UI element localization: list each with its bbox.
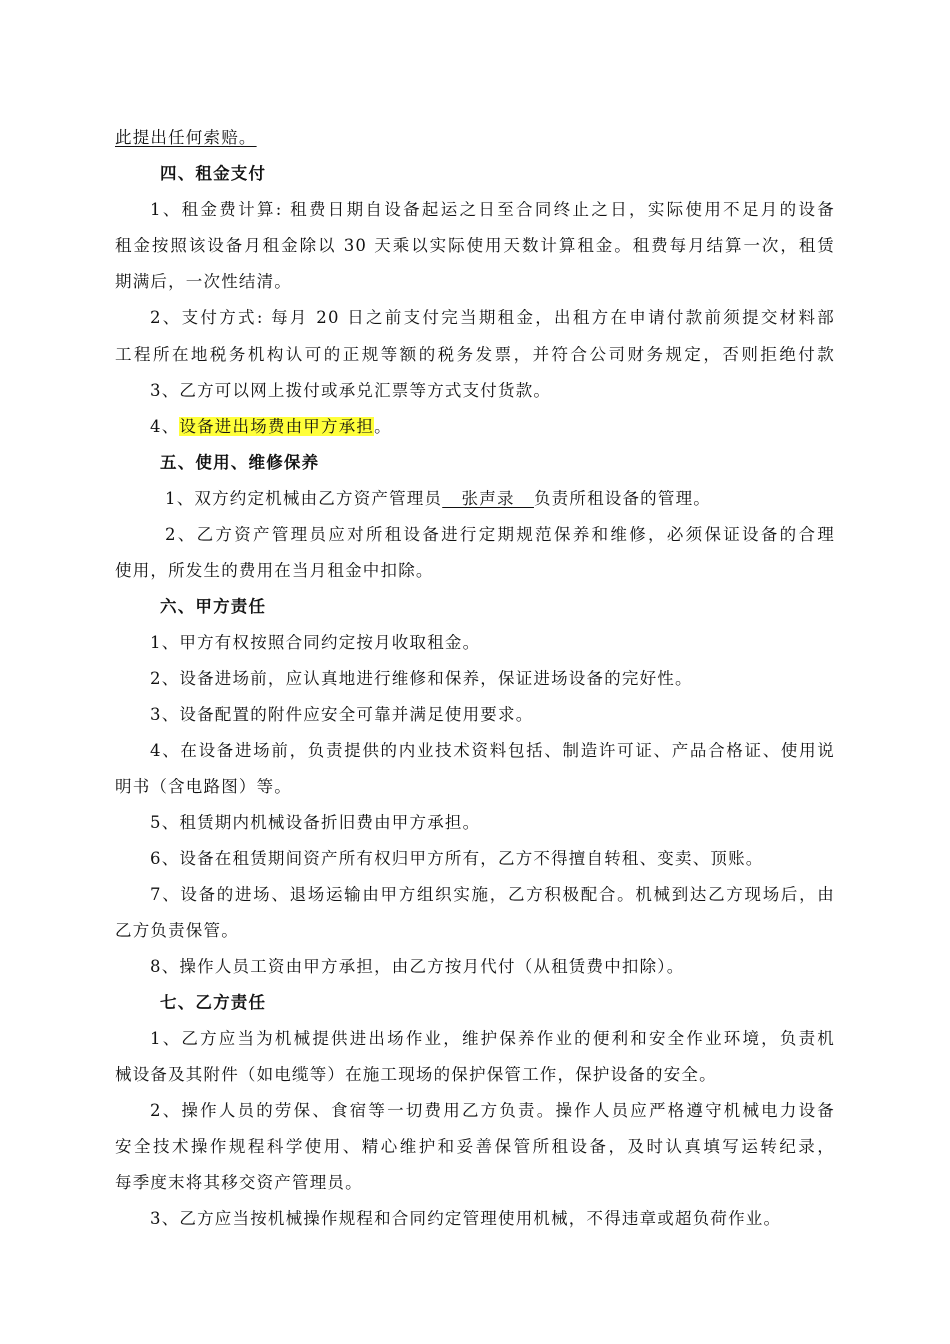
continuation-line: 此提出任何索赔。	[115, 128, 257, 147]
period: 。	[374, 417, 392, 436]
paragraph-line: 使用，所发生的费用在当月租金中扣除。	[115, 561, 434, 580]
section-heading-6: 六、甲方责任	[160, 597, 267, 616]
paragraph-line: 2、乙方资产管理员应对所租设备进行定期规范保养和维修，必须保证设备的合理	[165, 525, 835, 544]
paragraph-line	[150, 413, 392, 437]
paragraph-line: 2、支付方式: 每月 20 日之前支付完当期租金，出租方在申请付款前须提交材料部	[150, 308, 835, 327]
paragraph-text: 负责所租设备的管理。	[533, 489, 711, 508]
paragraph-line: 安全技术操作规程科学使用、精心维护和妥善保管所租设备，及时认真填写运转纪录，	[115, 1137, 835, 1156]
paragraph-line: 6、设备在租赁期间资产所有权归甲方所有，乙方不得擅自转租、变卖、顶账。	[150, 849, 764, 868]
paragraph-line: 2、操作人员的劳保、食宿等一切费用乙方负责。操作人员应严格遵守机械电力设备	[150, 1101, 835, 1120]
item-number: 4、	[150, 417, 180, 436]
paragraph-line: 械设备及其附件（如电缆等）在施工现场的保护保管工作，保护设备的安全。	[115, 1065, 717, 1084]
paragraph-line: 4、在设备进场前，负责提供的内业技术资料包括、制造许可证、产品合格证、使用说	[150, 741, 835, 760]
paragraph-line: 5、租赁期内机械设备折旧费由甲方承担。	[150, 813, 481, 832]
paragraph-line: 租金按照该设备月租金除以 30 天乘以实际使用天数计算租金。租费每月结算一次，租赁	[115, 236, 835, 255]
section-heading-5: 五、使用、维修保养	[160, 453, 320, 472]
paragraph-text: 1、双方约定机械由乙方资产管理员	[165, 489, 443, 508]
paragraph-line: 明书（含电路图）等。	[115, 777, 292, 796]
paragraph-line: 每季度末将其移交资产管理员。	[115, 1173, 363, 1192]
section-heading-7: 七、乙方责任	[160, 993, 267, 1012]
paragraph-line: 1、甲方有权按照合同约定按月收取租金。	[150, 633, 481, 652]
paragraph-line: 3、设备配置的附件应安全可靠并满足使用要求。	[150, 705, 534, 724]
paragraph-line: 3、乙方应当按机械操作规程和合同约定管理使用机械，不得违章或超负荷作业。	[150, 1209, 782, 1228]
paragraph-line: 1、乙方应当为机械提供进出场作业，维护保养作业的便利和安全作业环境，负责机	[150, 1029, 835, 1048]
paragraph-line: 1、租金费计算: 租费日期自设备起运之日至合同终止之日，实际使用不足月的设备	[150, 200, 835, 219]
paragraph-line: 3、乙方可以网上拨付或承兑汇票等方式支付货款。	[150, 381, 552, 400]
manager-name: 张声录	[442, 489, 534, 508]
paragraph-line	[165, 485, 711, 509]
paragraph-line: 工程所在地税务机构认可的正规等额的税务发票，并符合公司财务规定，否则拒绝付款	[115, 345, 835, 364]
section-heading-4: 四、租金支付	[160, 164, 267, 183]
paragraph-line: 乙方负责保管。	[115, 921, 239, 940]
paragraph-line: 7、设备的进场、退场运输由甲方组织实施，乙方积极配合。机械到达乙方现场后，由	[150, 885, 835, 904]
paragraph-line: 2、设备进场前，应认真地进行维修和保养，保证进场设备的完好性。	[150, 669, 693, 688]
highlighted-text: 设备进出场费由甲方承担	[179, 417, 375, 436]
paragraph-line: 期满后，一次性结清。	[115, 272, 292, 291]
paragraph-line: 8、操作人员工资由甲方承担，由乙方按月代付（从租赁费中扣除）。	[150, 957, 685, 976]
